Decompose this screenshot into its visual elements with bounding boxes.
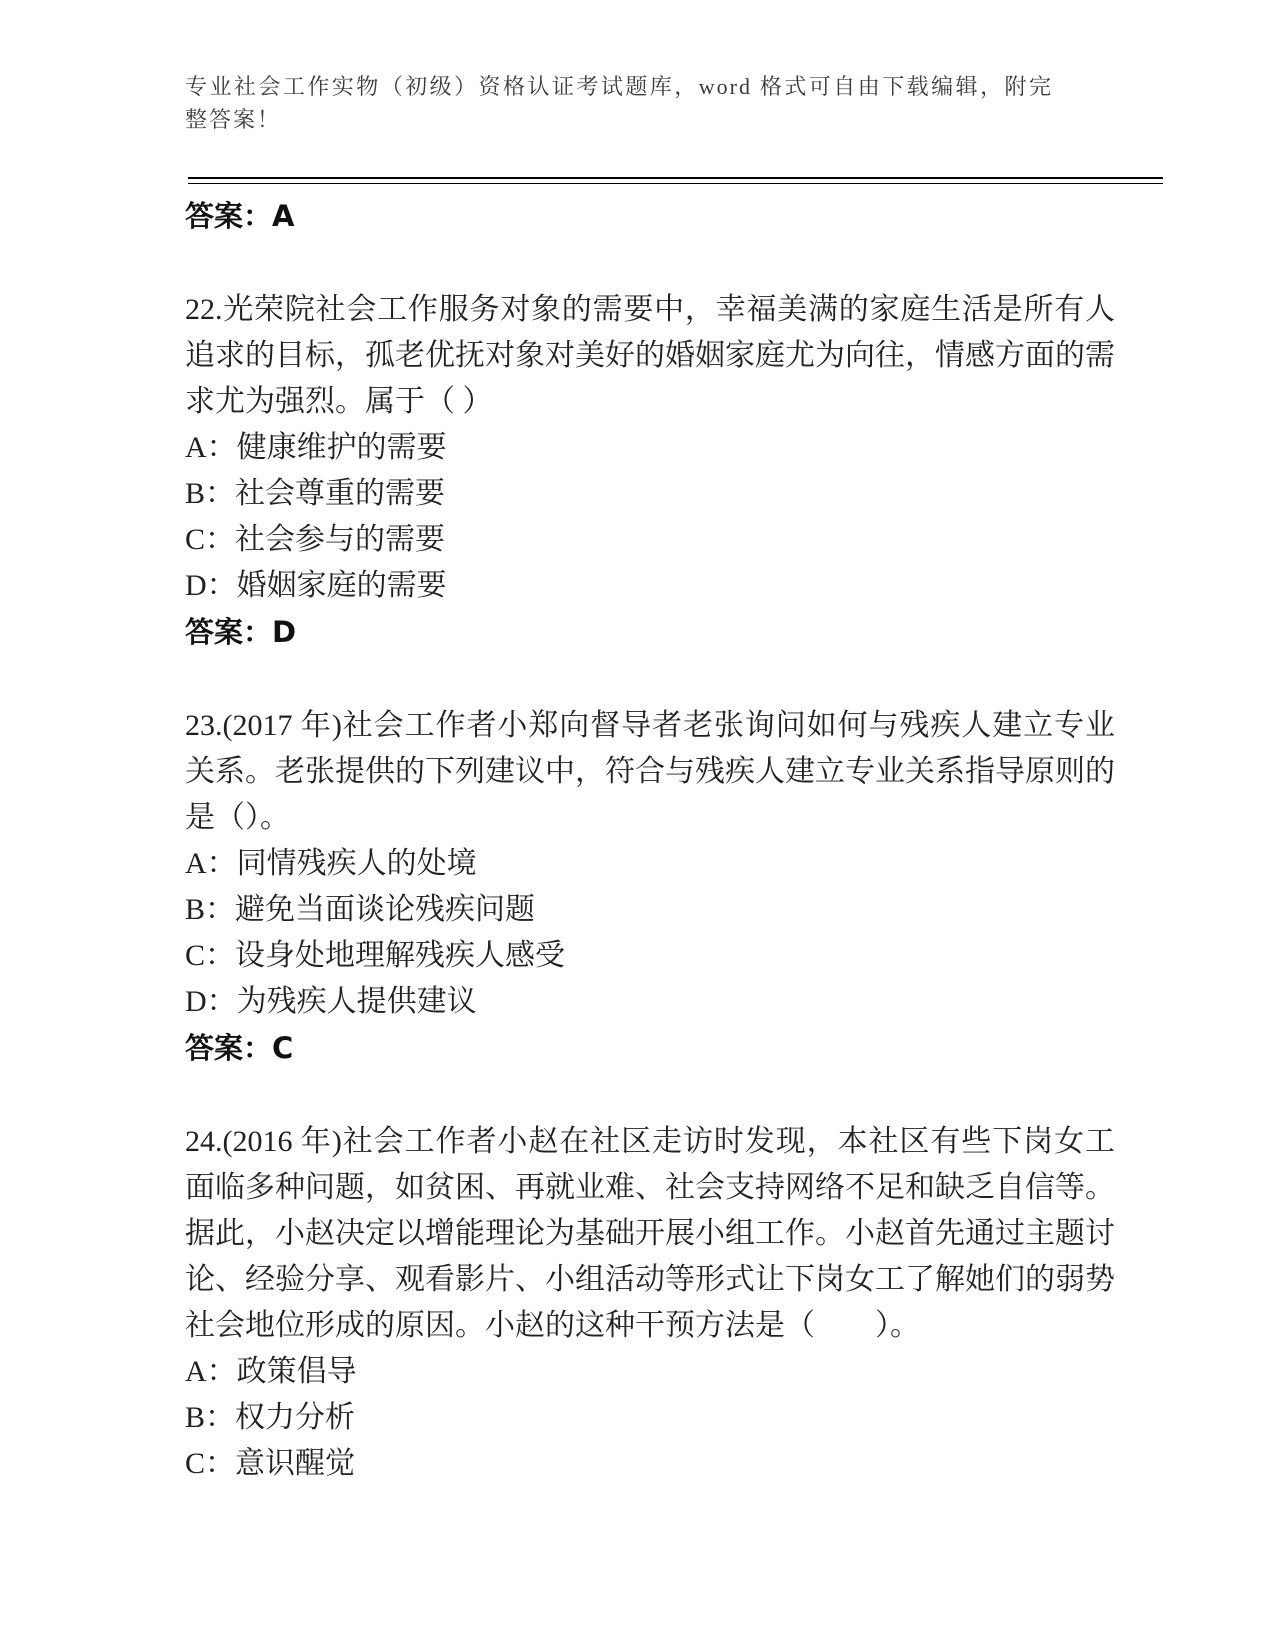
question-24 xyxy=(185,1119,1115,1487)
question-23-option-d: D：为残疾人提供建议 xyxy=(185,985,477,1018)
header-divider-rule xyxy=(188,177,1163,184)
question-22-option-b: B：社会尊重的需要 xyxy=(185,477,446,510)
question-24-text: 24.(2016 年)社会工作者小赵在社区走访时发现，本社区有些下岗女工面临多种问题，如贫困、再就业难、社会支持网络不足和缺乏自信等。据此，小赵决定以增能理论为基础开展小组工作。小赵首先通过主题讨论、经验分享、观看影片、小组活动等形式让下岗女工了解她们的弱势社会地位形成的原因。小赵的这种干预方法是（ ）。 xyxy=(185,1125,1115,1342)
question-23-option-c: C：设身处地理解残疾人感受 xyxy=(185,939,566,972)
question-24-option-a: A：政策倡导 xyxy=(185,1355,357,1388)
document-content xyxy=(185,193,1115,1487)
question-24-option-b: B：权力分析 xyxy=(185,1401,356,1434)
answer-line-question-23: 答案：C xyxy=(185,1031,294,1065)
question-22-option-d: D：婚姻家庭的需要 xyxy=(185,569,447,602)
question-24-option-c: C：意识醒觉 xyxy=(185,1447,356,1480)
question-22-text: 22.光荣院社会工作服务对象的需要中，幸福美满的家庭生活是所有人追求的目标，孤老优抚对象对美好的婚姻家庭尤为向往，情感方面的需求尤为强烈。属于（ ） xyxy=(185,293,1115,418)
question-23-text: 23.(2017 年)社会工作者小郑向督导者老张询问如何与残疾人建立专业关系。老张提供的下列建议中，符合与残疾人建立专业关系指导原则的是（）。 xyxy=(185,709,1115,834)
answer-line-question-21: 答案：A xyxy=(185,199,295,233)
question-23 xyxy=(185,703,1115,1071)
question-23-option-a: A：同情残疾人的处境 xyxy=(185,847,477,880)
question-22-option-a: A：健康维护的需要 xyxy=(185,431,447,464)
page-header xyxy=(185,70,1275,136)
question-22 xyxy=(185,287,1115,655)
question-23-option-b: B：避免当面谈论残疾问题 xyxy=(185,893,536,926)
header-note-text: 专业社会工作实物（初级）资格认证考试题库，word 格式可自由下载编辑，附完整答案！ xyxy=(185,74,1053,132)
answer-line-question-22: 答案：D xyxy=(185,615,297,649)
question-22-option-c: C：社会参与的需要 xyxy=(185,523,446,556)
